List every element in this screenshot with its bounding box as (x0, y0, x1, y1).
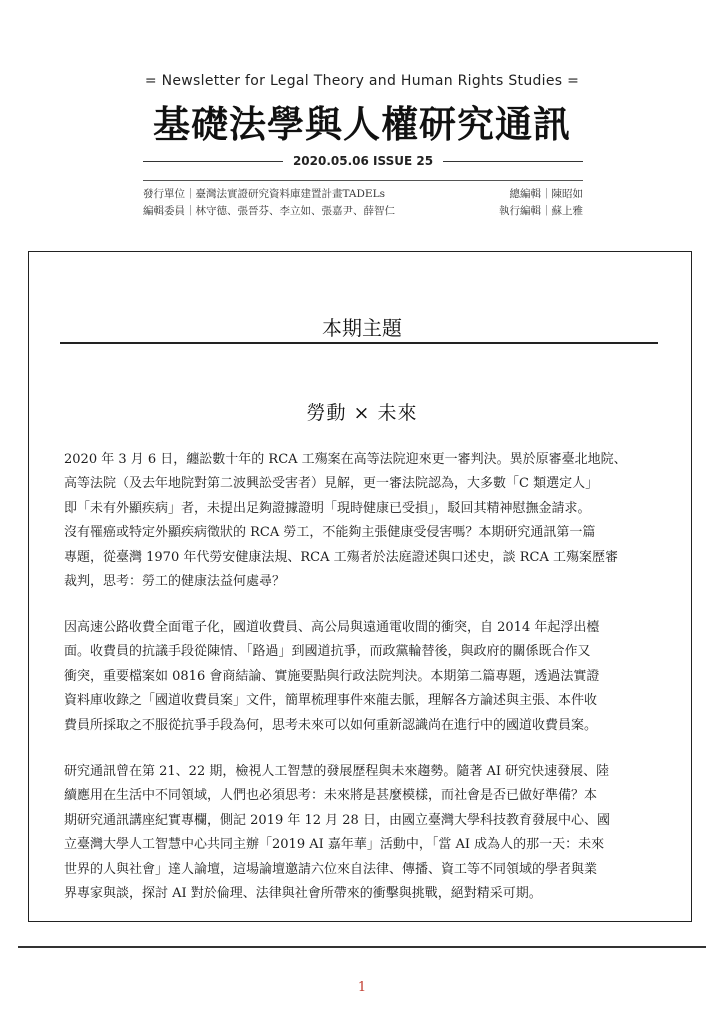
paragraph-line: 因高速公路收費全面電子化，國道收費員、高公局與遠通電收間的衝突，自 2014 年起浮出檯 (64, 620, 600, 635)
executive-editor-credit: 執行編輯｜蘇上雅 (499, 205, 583, 217)
paragraph-line: 高等法院（及去年地院對第二波興訟受害者）見解，更一審法院認為，大多數「C 類選定人」 (64, 476, 599, 492)
issue-rule-left (143, 161, 283, 162)
newsletter-chinese-title: 基礎法學與人權研究通訊 (153, 103, 571, 146)
heading-divider (60, 342, 658, 344)
footer-divider (18, 946, 706, 948)
paragraph-line: 續應用在生活中不同領域，人們也必須思考：未來將是甚麼模樣，而社會是否已做好準備？本 (64, 788, 598, 804)
paragraph-line: 資料庫收錄之「國道收費員案」文件，簡單梳理事件來龍去脈，理解各方論述與主張、本件收 (64, 693, 598, 709)
paragraph-line: 即「未有外顯疾病」者，未提出足夠證據證明「現時健康已受損」，駁回其精神慰撫金請求。 (64, 500, 591, 516)
topic-title: 勞動 × 未來 (306, 402, 418, 424)
issue-date: 2020.05.06 ISSUE 25 (292, 154, 434, 168)
editorial-board-credit: 編輯委員｜林守德、張晉芬、李立如、張嘉尹、薛智仁 (143, 205, 395, 217)
paragraph-ai-forum (64, 760, 658, 906)
paragraph-line: 界專家與談，探討 AI 對於倫理、法律與社會所帶來的衝擊與挑戰，絕對精采可期。 (64, 886, 542, 902)
paragraph-line: 專題，從臺灣 1970 年代勞安健康法規、RCA 工殤者於法庭證述與口述史，談 RCA 工殤案歷審 (64, 549, 618, 565)
paragraph-line: 衝突，重要檔案如 0816 會商結論、實施要點與行政法院判決。本期第二篇專題，透過法實證 (64, 668, 600, 684)
publisher-credit: 發行單位｜臺灣法實證研究資料庫建置計畫TADELs (143, 188, 385, 200)
paragraph-line: 2020 年 3 月 6 日，纏訟數十年的 RCA 工殤案在高等法院迎來更一審判決。異於原審臺北地院、 (64, 452, 627, 467)
chief-editor-credit: 總編輯｜陳昭如 (509, 188, 583, 200)
page-number: 1 (357, 980, 367, 995)
paragraph-line: 世界的人與社會」達人論壇，這場論壇邀請六位來自法律、傳播、資工等不同領域的學者與業 (64, 861, 598, 877)
paragraph-line: 裁判，思考：勞工的健康法益何處尋？ (64, 574, 286, 590)
section-heading: 本期主題 (322, 316, 402, 340)
paragraph-line: 立臺灣大學人工智慧中心共同主辦「2019 AI 嘉年華」活動中，「當 AI 成為人的那一天：未來 (64, 837, 605, 853)
paragraph-rca-case (64, 448, 658, 594)
paragraph-line: 期研究通訊講座紀實專欄，側記 2019 年 12 月 28 日，由國立臺灣大學科技教育發展中心、國 (64, 812, 610, 828)
issue-rule-right (443, 161, 583, 162)
newsletter-english-title: = Newsletter for Legal Theory and Human Rights Studies = (144, 73, 580, 89)
paragraph-toll-collectors (64, 616, 658, 738)
paragraph-line: 研究通訊曾在第 21、22 期，檢視人工智慧的發展歷程與未來趨勢。隨著 AI 研究快速發展、陸 (64, 764, 610, 779)
issue-line (143, 154, 583, 170)
paragraph-line: 沒有罹癌或特定外顯疾病徵狀的 RCA 勞工，不能夠主張健康受侵害嗎？本期研究通訊第一篇 (64, 525, 596, 541)
staff-divider (143, 180, 583, 181)
paragraph-line: 費員所採取之不服從抗爭手段為何，思考未來可以如何重新認識尚在進行中的國道收費員案。 (64, 717, 598, 733)
paragraph-line: 面。收費員的抗議手段從陳情、「路過」到國道抗爭，而政黨輪替後，與政府的關係既合作又 (64, 644, 591, 660)
